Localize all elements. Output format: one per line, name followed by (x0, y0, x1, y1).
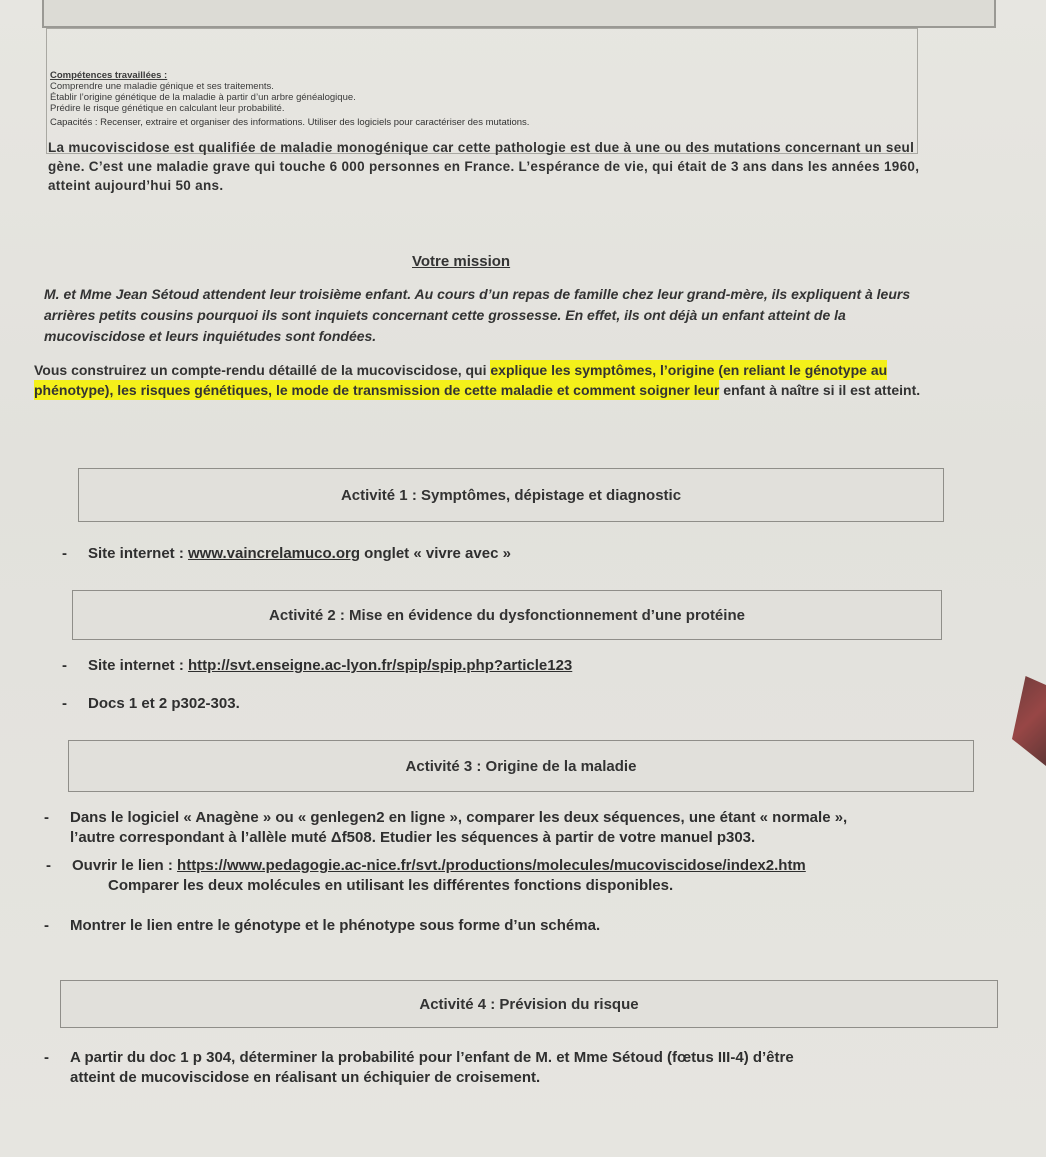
task-text-before: Vous construirez un compte-rendu détaillé de la mucoviscidose, qui (34, 362, 491, 378)
activity-4-line-1: - A partir du doc 1 p 304, déterminer la probabilité pour l’enfant de M. et Mme Sétoud (fœtus III-4) d’être atteint de mucoviscidose en réalisant un échiquier de croisement. (44, 1049, 794, 1086)
link-svt-lyon[interactable]: http://svt.enseigne.ac-lyon.fr/spip/spip.php?article123 (188, 657, 573, 674)
activity-1-line: - Site internet : www.vaincrelamuco.org onglet « vivre avec » (62, 545, 511, 562)
skill-item: Prédire le risque génétique en calculant leur probabilité. (50, 103, 285, 114)
activity-2-title-box (72, 590, 942, 640)
activity-3-line-1: - Dans le logiciel « Anagène » ou « genlegen2 en ligne », comparer les deux séquences, une étant « normale », l’autre correspondant à l’allèle muté Δf508. Etudier les séquences à partir de votre manuel p303. (44, 809, 848, 846)
skills-heading: Compétences travaillées : (50, 70, 168, 81)
activity-3-line-3: - Montrer le lien entre le génotype et le phénotype sous forme d’un schéma. (44, 917, 601, 934)
activity-3-line-2: - Ouvrir le lien : https://www.pedagogie.ac-nice.fr/svt./productions/molecules/mucoviscidose/index2.htm Comparer les deux molécules en utilisant les différentes fonctions disponibles. (46, 857, 806, 894)
mission-title: Votre mission (412, 253, 511, 270)
bullet-dash: - (62, 545, 67, 562)
activity-4-title: Activité 4 : Prévision du risque (419, 995, 639, 1013)
skill-item: Établir l’origine génétique de la maladie à partir d’un arbre généalogique. (50, 92, 356, 103)
task-paragraph (34, 360, 934, 400)
activity-4-title-box (60, 980, 998, 1028)
intro-paragraph: La mucoviscidose est qualifiée de maladie monogénique car cette pathologie est due à une ou des mutations concernant un seul gène. C’est une maladie grave qui touche 6 000 personnes en France. L’espérance de vie, qui était de 3 ans dans les années 1960, atteint aujourd’hui 50 ans. (48, 140, 920, 193)
activity-2-line-2: - Docs 1 et 2 p302-303. (62, 695, 240, 712)
activity-3-title: Activité 3 : Origine de la maladie (405, 757, 637, 775)
activity-3-title-box (68, 740, 974, 792)
capacities-line: Capacités : Recenser, extraire et organiser des informations. Utiliser des logiciels pour caractériser des mutations. (50, 117, 530, 128)
task-text-after: enfant à naître si il est atteint. (719, 382, 921, 398)
mission-paragraph: M. et Mme Jean Sétoud attendent leur troisième enfant. Au cours d’un repas de famille chez leur grand-mère, ils expliquent à leurs arrières petits cousins pourquoi ils sont inquiets concernant cette grossesse. En effet, ils ont déjà un enfant atteint de la mucoviscidose et leurs inquiétudes sont fondées. (44, 286, 911, 344)
activity-1-title-box (78, 468, 944, 522)
task-highlighted-text: explique les symptômes, l’origine (en reliant le génotype au phénotype), les risques génétiques, le mode de transmission de cette maladie et comment soigner leur (34, 362, 888, 398)
link-vaincrelamuco[interactable]: www.vaincrelamuco.org (188, 545, 361, 562)
header-box (42, 0, 996, 28)
link-pedagogie-nice[interactable]: https://www.pedagogie.ac-nice.fr/svt./productions/molecules/mucoviscidose/index2.htm (177, 857, 806, 874)
activity-2-line-1: - Site internet : http://svt.enseigne.ac-lyon.fr/spip/spip.php?article123 (62, 657, 573, 674)
skills-section (50, 70, 910, 128)
skill-item: Comprendre une maladie génique et ses traitements. (50, 81, 274, 92)
page-edge-shadow (1012, 676, 1046, 766)
activity-2-title: Activité 2 : Mise en évidence du dysfonctionnement d’une protéine (269, 606, 745, 624)
activity-1-title: Activité 1 : Symptômes, dépistage et diagnostic (340, 486, 682, 504)
